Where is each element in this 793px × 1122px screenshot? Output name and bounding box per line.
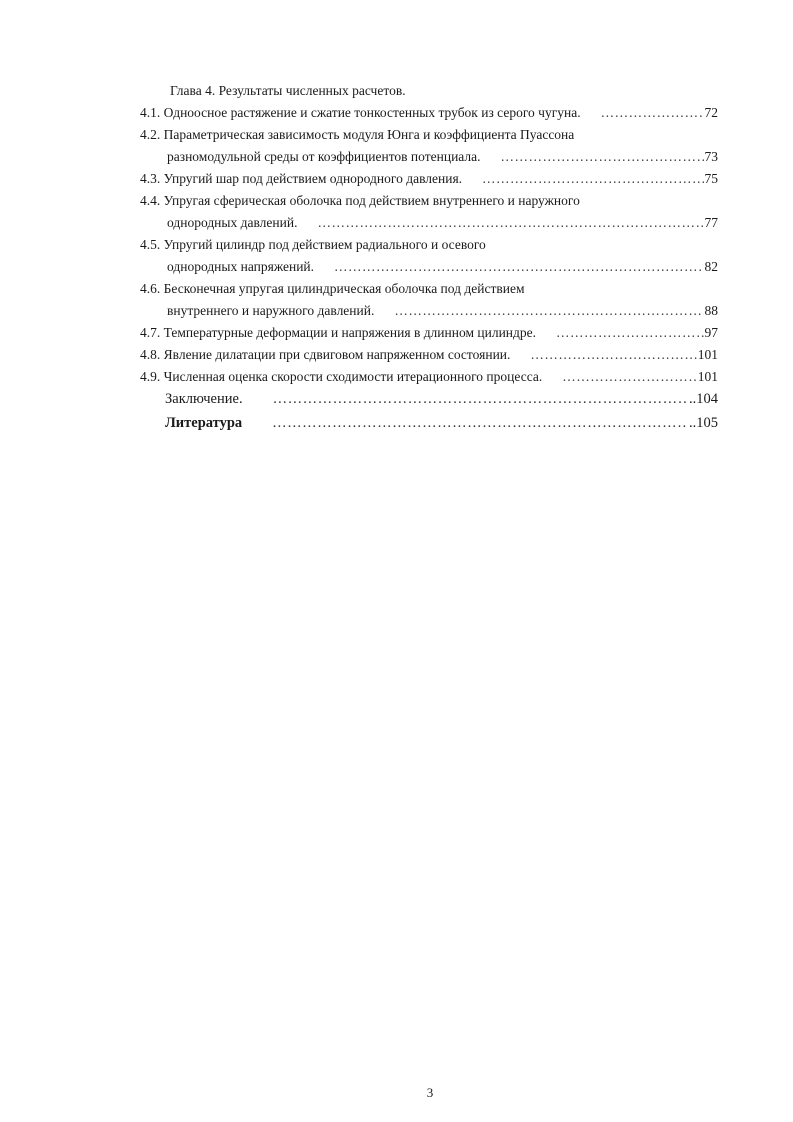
toc-entry-conclusion[interactable] (165, 390, 718, 408)
toc-entry-text: 4.4. Упругая сферическая оболочка под действием внутреннего и наружного (140, 193, 580, 208)
toc-page-number: 101 (697, 347, 718, 362)
toc-entry-4-2[interactable] (140, 126, 718, 144)
toc-entry-4-1[interactable] (140, 104, 718, 122)
toc-entry-4-3[interactable] (140, 170, 718, 188)
toc-page-number: 82 (704, 259, 718, 274)
leader-dots (273, 390, 688, 408)
toc-entry-text-cont: разномодульной среды от коэффициентов потенциала. (167, 149, 481, 164)
toc-entry-text: 4.3. Упругий шар под действием однородного давления. (140, 171, 463, 186)
toc-entry-text: 4.2. Параметрическая зависимость модуля Юнга и коэффициента Пуассона (140, 127, 575, 142)
leader-dots (334, 258, 703, 276)
toc-page-number: ..104 (689, 391, 718, 407)
leader-dots (530, 346, 696, 364)
page-footer-number: 3 (426, 1085, 434, 1100)
leader-dots (601, 104, 704, 122)
toc-entry-text-cont: внутреннего и наружного давлений. (167, 303, 375, 318)
toc-page-number: 72 (704, 105, 718, 120)
chapter-title: Результаты численных расчетов. (218, 83, 406, 98)
leader-dots (482, 170, 703, 188)
toc-page-number: 97 (704, 325, 718, 340)
toc-entry-4-7[interactable] (140, 324, 718, 342)
leader-dots (501, 148, 704, 166)
toc-page-number: 75 (704, 171, 718, 186)
chapter-heading (170, 82, 406, 100)
toc-entry-4-2-continuation[interactable] (167, 148, 718, 166)
toc-page-number: 73 (704, 149, 718, 164)
toc-entry-text: Литература (165, 415, 243, 431)
toc-entry-text: 4.1. Одноосное растяжение и сжатие тонкостенных трубок из серого чугуна. (140, 105, 581, 120)
toc-entry-literature[interactable] (165, 414, 718, 432)
chapter-label: Глава 4. (170, 83, 216, 98)
toc-entry-4-8[interactable] (140, 346, 718, 364)
toc-entry-text: Заключение. (165, 391, 243, 407)
toc-entry-text: 4.8. Явление дилатации при сдвиговом напряженном состоянии. (140, 347, 511, 362)
leader-dots (556, 324, 703, 342)
leader-dots (272, 414, 688, 432)
toc-page-number: 101 (697, 369, 718, 384)
toc-entry-4-5-continuation[interactable] (167, 258, 718, 276)
leader-dots (394, 302, 703, 320)
toc-entry-text-cont: однородных давлений. (167, 215, 298, 230)
toc-entry-text: 4.9. Численная оценка скорости сходимости итерационного процесса. (140, 369, 543, 384)
toc-entry-4-5[interactable] (140, 236, 718, 254)
toc-entry-4-6[interactable] (140, 280, 718, 298)
toc-entry-4-4[interactable] (140, 192, 718, 210)
leader-dots (562, 368, 697, 386)
leader-dots (317, 214, 703, 232)
toc-entry-text: 4.5. Упругий цилиндр под действием радиального и осевого (140, 237, 486, 252)
toc-entry-4-4-continuation[interactable] (167, 214, 718, 232)
toc-page-number: 88 (704, 303, 718, 318)
toc-entry-text-cont: однородных напряжений. (167, 259, 315, 274)
toc-entry-4-9[interactable] (140, 368, 718, 386)
toc-entry-text: 4.7. Температурные деформации и напряжения в длинном цилиндре. (140, 325, 537, 340)
toc-entry-4-6-continuation[interactable] (167, 302, 718, 320)
toc-entry-text: 4.6. Бесконечная упругая цилиндрическая оболочка под действием (140, 281, 525, 296)
toc-page-number: 77 (704, 215, 718, 230)
toc-page-number: ..105 (689, 415, 718, 431)
